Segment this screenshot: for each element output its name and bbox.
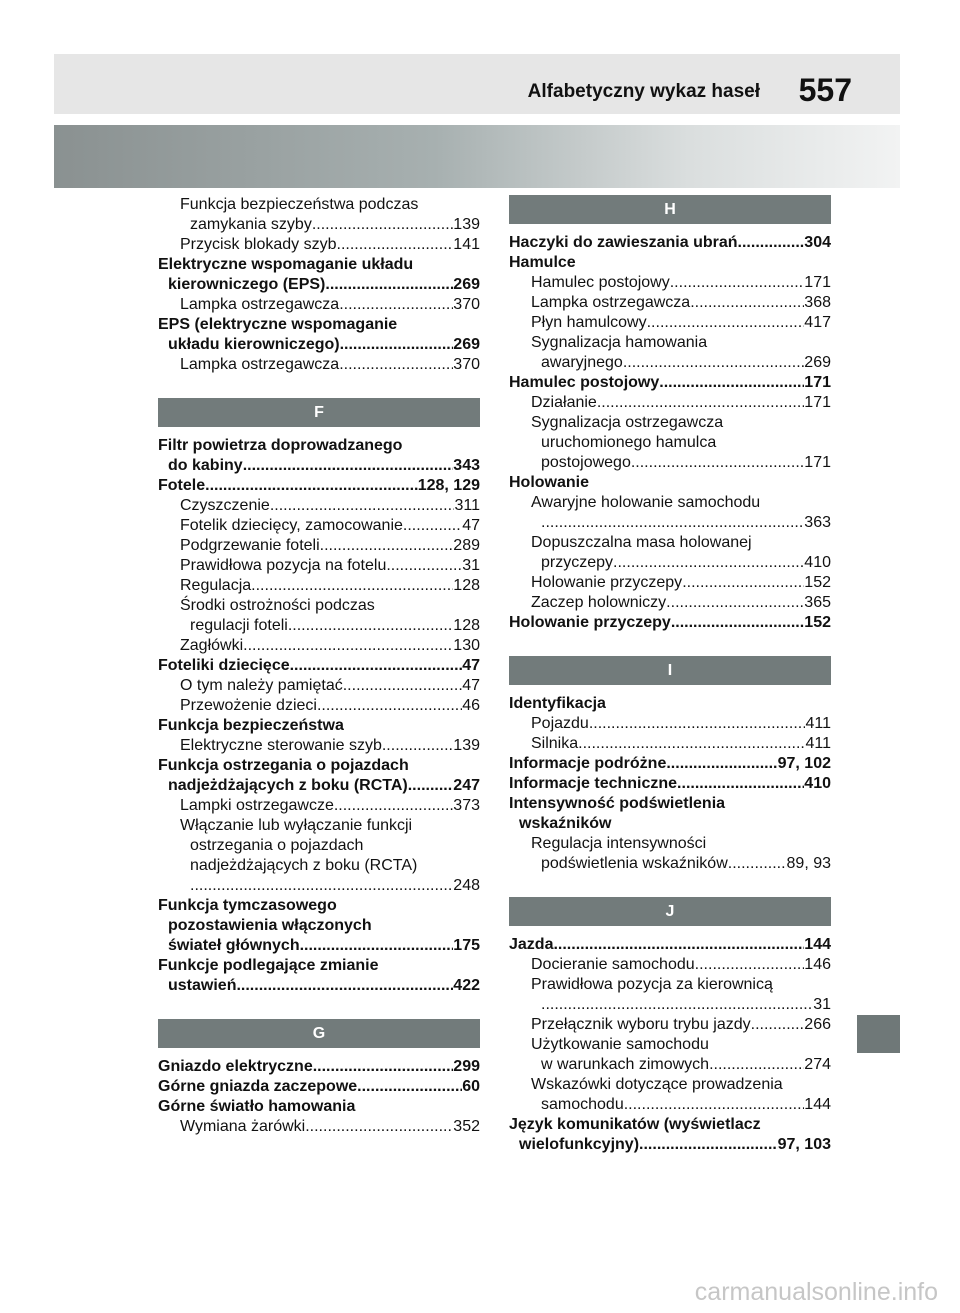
dot-leader: [339, 355, 453, 375]
index-subentry: [509, 393, 831, 413]
entry-text: Przycisk blokady szyb: [180, 236, 337, 253]
entry-text: do kabiny: [168, 457, 243, 474]
page-reference: 171: [804, 394, 831, 411]
index-entry: [158, 315, 480, 355]
dot-leader: [541, 995, 813, 1015]
dot-leader: [589, 714, 806, 734]
page-reference: 269: [453, 276, 480, 293]
entry-text: zamykania szyby: [190, 216, 312, 233]
entry-text: Funkcja bezpieczeństwa podczas: [180, 196, 419, 213]
index-subentry: [158, 295, 480, 315]
entry-text: Zagłówki: [180, 637, 244, 654]
entry-text: Czyszczenie: [180, 497, 270, 514]
index-entry: [509, 794, 831, 834]
page-reference: 31: [462, 557, 480, 574]
index-entry: [509, 754, 831, 774]
entry-text: Górne światło hamowania: [158, 1098, 356, 1115]
dot-leader: [403, 516, 462, 536]
index-entry: [509, 694, 831, 714]
entry-text: w warunkach zimowych: [541, 1056, 710, 1073]
page-reference: 97, 102: [777, 755, 831, 772]
entry-text: wskaźników: [519, 815, 612, 832]
dot-leader: [340, 335, 454, 355]
entry-text: Sygnalizacja hamowania: [531, 334, 708, 351]
index-subentry: [158, 596, 480, 636]
letter-header: I: [509, 656, 831, 685]
entry-text: Foteliki dziecięce: [158, 657, 290, 674]
index-subentry: [509, 1075, 831, 1115]
index-subentry: [509, 955, 831, 975]
letter-header: F: [158, 398, 480, 427]
entry-text: Lampki ostrzegawcze: [180, 797, 334, 814]
index-subentry: [509, 493, 831, 533]
entry-text: regulacji foteli: [190, 617, 288, 634]
page-reference: 171: [804, 274, 831, 291]
page-reference: 363: [804, 514, 831, 531]
page-reference: 289: [453, 537, 480, 554]
dot-leader: [553, 935, 804, 955]
page-header: [54, 54, 900, 114]
index-entry: [509, 613, 831, 633]
chapter-tab: [857, 1015, 900, 1053]
dot-leader: [386, 556, 462, 576]
index-subentry: [509, 1015, 831, 1035]
page-reference: 141: [453, 236, 480, 253]
index-entry: [158, 716, 480, 736]
page-reference: 352: [453, 1118, 480, 1135]
dot-leader: [709, 1055, 804, 1075]
index-subentry: [509, 313, 831, 333]
entry-text: Regulacja intensywności: [531, 835, 707, 852]
index-subentry: [158, 576, 480, 596]
entry-text: Hamulce: [509, 254, 576, 271]
dot-leader: [305, 1117, 453, 1137]
index-subentry: [509, 1035, 831, 1075]
page-reference: 373: [453, 797, 480, 814]
entry-text: Fotelik dziecięcy, zamocowanie: [180, 517, 403, 534]
page-reference: 411: [805, 715, 831, 732]
page-reference: 304: [804, 234, 831, 251]
entry-text: O tym należy pamiętać: [180, 677, 343, 694]
index-subentry: [509, 573, 831, 593]
index-subentry: [158, 496, 480, 516]
dot-leader: [728, 854, 787, 874]
page-reference: 248: [453, 877, 480, 894]
page-reference: 31: [813, 996, 831, 1013]
entry-text: postojowego: [541, 454, 631, 471]
entry-text: Funkcja bezpieczeństwa: [158, 717, 344, 734]
page-reference: 370: [453, 296, 480, 313]
entry-text: Holowanie przyczepy: [509, 614, 671, 631]
index-entry: [509, 1115, 831, 1155]
entry-text: Działanie: [531, 394, 597, 411]
index-entry: [509, 774, 831, 794]
page-reference: 60: [462, 1078, 480, 1095]
dot-leader: [690, 293, 804, 313]
index-entry: [509, 373, 831, 393]
entry-text: Hamulec postojowy: [509, 374, 660, 391]
dot-leader: [738, 233, 805, 253]
section-title: Alfabetyczny wykaz haseł: [527, 81, 760, 102]
entry-text: Elektryczne sterowanie szyb: [180, 737, 382, 754]
entry-text: Sygnalizacja ostrzegawcza: [531, 414, 724, 431]
index-subentry: [509, 333, 831, 373]
entry-text: EPS (elektryczne wspomaganie: [158, 316, 398, 333]
watermark: carmanualsonline.info: [694, 1278, 938, 1306]
page-reference: 311: [454, 497, 480, 514]
index-subentry: [158, 736, 480, 756]
page-reference: 139: [453, 737, 480, 754]
entry-text: Górne gniazda zaczepowe: [158, 1078, 358, 1095]
page-reference: 97, 103: [777, 1136, 831, 1153]
entry-text: Prawidłowa pozycja za kierownicą: [531, 976, 773, 993]
page-reference: 343: [453, 457, 480, 474]
page-reference: 410: [804, 554, 831, 571]
index-entry: [158, 756, 480, 796]
entry-text: Płyn hamulcowy: [531, 314, 647, 331]
entry-text: Funkcja tymczasowego: [158, 897, 337, 914]
page-reference: 410: [804, 775, 831, 792]
index-entry: [158, 476, 480, 496]
entry-text: Lampka ostrzegawcza: [531, 294, 691, 311]
index-subentry: [158, 195, 480, 235]
dot-leader: [236, 976, 453, 996]
entry-text: kierowniczego (EPS): [168, 276, 326, 293]
index-entry: [158, 1097, 480, 1117]
index-entry: [158, 896, 480, 956]
page-reference: 171: [804, 454, 831, 471]
page-reference: 171: [804, 374, 831, 391]
page-reference: 128: [453, 617, 480, 634]
index-entry: [158, 436, 480, 476]
entry-text: Informacje podróżne: [509, 755, 667, 772]
entry-text: samochodu: [541, 1096, 624, 1113]
entry-text: Przewożenie dzieci: [180, 697, 317, 714]
page-reference: 411: [805, 735, 831, 752]
entry-text: Jazda: [509, 936, 554, 953]
entry-text: Zaczep holowniczy: [531, 594, 667, 611]
dot-leader: [288, 616, 453, 636]
entry-text: układu kierowniczego): [168, 336, 340, 353]
page-reference: 144: [804, 936, 831, 953]
letter-header: H: [509, 195, 831, 224]
entry-text: Intensywność podświetlenia: [509, 795, 726, 812]
index-column-left: [158, 195, 480, 1137]
entry-text: nadjeżdżających z boku (RCTA): [168, 777, 408, 794]
index-subentry: [509, 413, 831, 473]
dot-leader: [190, 876, 453, 896]
index-entry: [158, 255, 480, 295]
page-reference: 144: [804, 1096, 831, 1113]
entry-text: Pojazdu: [531, 715, 589, 732]
page-reference: 370: [453, 356, 480, 373]
entry-text: awaryjnego: [541, 354, 623, 371]
index-subentry: [158, 556, 480, 576]
dot-leader: [751, 1015, 805, 1035]
dot-leader: [682, 573, 804, 593]
dot-leader: [382, 736, 453, 756]
page-reference: 89, 93: [786, 855, 831, 872]
index-entry: [158, 1077, 480, 1097]
dot-leader: [343, 676, 462, 696]
entry-text: Silnika: [531, 735, 579, 752]
entry-text: ostrzegania o pojazdach: [190, 837, 364, 854]
page-reference: 47: [462, 517, 480, 534]
entry-text: uruchomionego hamulca: [541, 434, 717, 451]
entry-text: Język komunikatów (wyświetlacz: [509, 1116, 761, 1133]
index-subentry: [509, 714, 831, 734]
dot-leader: [670, 273, 805, 293]
dot-leader: [337, 235, 454, 255]
index-entry: [158, 1057, 480, 1077]
dot-leader: [666, 754, 777, 774]
index-subentry: [158, 235, 480, 255]
index-subentry: [158, 355, 480, 375]
index-subentry: [509, 273, 831, 293]
index-subentry: [158, 796, 480, 816]
index-subentry: [509, 734, 831, 754]
page-reference: 130: [453, 637, 480, 654]
page-reference: 128, 129: [417, 477, 480, 494]
page-reference: 269: [804, 354, 831, 371]
entry-text: wielofunkcyjny): [519, 1136, 640, 1153]
dot-leader: [290, 656, 463, 676]
index-subentry: [509, 834, 831, 874]
dot-leader: [313, 1057, 454, 1077]
page-reference: 46: [462, 697, 480, 714]
entry-text: świateł głównych: [168, 937, 300, 954]
entry-text: Fotele: [158, 477, 206, 494]
index-subentry: [158, 676, 480, 696]
entry-text: Funkcje podlegające zmianie: [158, 957, 379, 974]
index-entry: [509, 473, 831, 493]
dot-leader: [243, 456, 454, 476]
dot-leader: [334, 796, 453, 816]
index-entry: [509, 935, 831, 955]
letter-header: J: [509, 897, 831, 926]
dot-leader: [666, 593, 804, 613]
dot-leader: [300, 936, 454, 956]
dot-leader: [597, 393, 804, 413]
dot-leader: [339, 295, 453, 315]
entry-text: pozostawienia włączonych: [168, 917, 372, 934]
entry-text: Lampka ostrzegawcza: [180, 356, 340, 373]
entry-text: Holowanie przyczepy: [531, 574, 683, 591]
index-entry: [158, 956, 480, 996]
page-reference: 152: [804, 614, 831, 631]
page-reference: 365: [804, 594, 831, 611]
page-reference: 417: [804, 314, 831, 331]
page-reference: 422: [453, 977, 480, 994]
dot-leader: [541, 513, 804, 533]
page-reference: 247: [453, 777, 480, 794]
entry-text: Awaryjne holowanie samochodu: [531, 494, 761, 511]
dot-leader: [647, 313, 805, 333]
dot-leader: [578, 734, 805, 754]
entry-text: Prawidłowa pozycja na fotelu: [180, 557, 387, 574]
entry-text: Haczyki do zawieszania ubrań: [509, 234, 738, 251]
dot-leader: [320, 536, 454, 556]
dot-leader: [270, 496, 455, 516]
entry-text: Hamulec postojowy: [531, 274, 670, 291]
entry-text: przyczepy: [541, 554, 614, 571]
entry-text: Wymiana żarówki: [180, 1118, 306, 1135]
index-entry: [509, 233, 831, 253]
index-entry: [158, 656, 480, 676]
entry-text: Docieranie samochodu: [531, 956, 695, 973]
page-reference: 266: [804, 1016, 831, 1033]
index-subentry: [509, 593, 831, 613]
index-entry: [509, 253, 831, 273]
index-subentry: [158, 536, 480, 556]
dot-leader: [243, 636, 453, 656]
index-subentry: [158, 1117, 480, 1137]
entry-text: Regulacja: [180, 577, 252, 594]
dot-leader: [631, 453, 804, 473]
index-column-right: [509, 195, 831, 1155]
entry-text: Holowanie: [509, 474, 590, 491]
index-subentry: [158, 636, 480, 656]
entry-text: Identyfikacja: [509, 695, 606, 712]
index-subentry: [158, 696, 480, 716]
entry-text: Elektryczne wspomaganie układu: [158, 256, 414, 273]
entry-text: ustawień: [168, 977, 237, 994]
entry-text: Funkcja ostrzegania o pojazdach: [158, 757, 409, 774]
entry-text: Filtr powietrza doprowadzanego: [158, 437, 403, 454]
dot-leader: [695, 955, 805, 975]
index-subentry: [509, 533, 831, 573]
entry-text: Użytkowanie samochodu: [531, 1036, 709, 1053]
page-reference: 274: [804, 1056, 831, 1073]
dot-leader: [677, 774, 804, 794]
entry-text: Informacje techniczne: [509, 775, 678, 792]
page-number: 557: [798, 72, 852, 108]
entry-text: Podgrzewanie foteli: [180, 537, 320, 554]
page-reference: 299: [453, 1058, 480, 1075]
page-reference: 175: [453, 937, 480, 954]
page-reference: 47: [462, 677, 480, 694]
entry-text: podświetlenia wskaźników: [541, 855, 728, 872]
dot-leader: [613, 553, 804, 573]
dot-leader: [312, 215, 453, 235]
entry-text: Przełącznik wyboru trybu jazdy: [531, 1016, 751, 1033]
dot-leader: [357, 1077, 462, 1097]
decorative-banner: [54, 125, 900, 188]
index-subentry: [509, 293, 831, 313]
dot-leader: [639, 1135, 778, 1155]
page-reference: 368: [804, 294, 831, 311]
entry-text: nadjeżdżających z boku (RCTA): [190, 857, 418, 874]
entry-text: Wskazówki dotyczące prowadzenia: [531, 1076, 783, 1093]
index-subentry: [158, 516, 480, 536]
page-reference: 146: [804, 956, 831, 973]
entry-text: Środki ostrożności podczas: [180, 597, 375, 614]
index-subentry: [509, 975, 831, 1015]
page-reference: 139: [453, 216, 480, 233]
dot-leader: [325, 275, 453, 295]
entry-text: Lampka ostrzegawcza: [180, 296, 340, 313]
letter-header: G: [158, 1019, 480, 1048]
entry-text: Włączanie lub wyłączanie funkcji: [180, 817, 413, 834]
dot-leader: [671, 613, 804, 633]
dot-leader: [623, 353, 804, 373]
dot-leader: [408, 776, 454, 796]
dot-leader: [205, 476, 418, 496]
index-subentry: [158, 816, 480, 896]
dot-leader: [251, 576, 453, 596]
page-reference: 47: [462, 657, 480, 674]
page-reference: 269: [453, 336, 480, 353]
dot-leader: [659, 373, 804, 393]
page-reference: 128: [453, 577, 480, 594]
entry-text: Gniazdo elektryczne: [158, 1058, 313, 1075]
page-reference: 152: [804, 574, 831, 591]
dot-leader: [624, 1095, 805, 1115]
dot-leader: [317, 696, 462, 716]
entry-text: Dopuszczalna masa holowanej: [531, 534, 752, 551]
